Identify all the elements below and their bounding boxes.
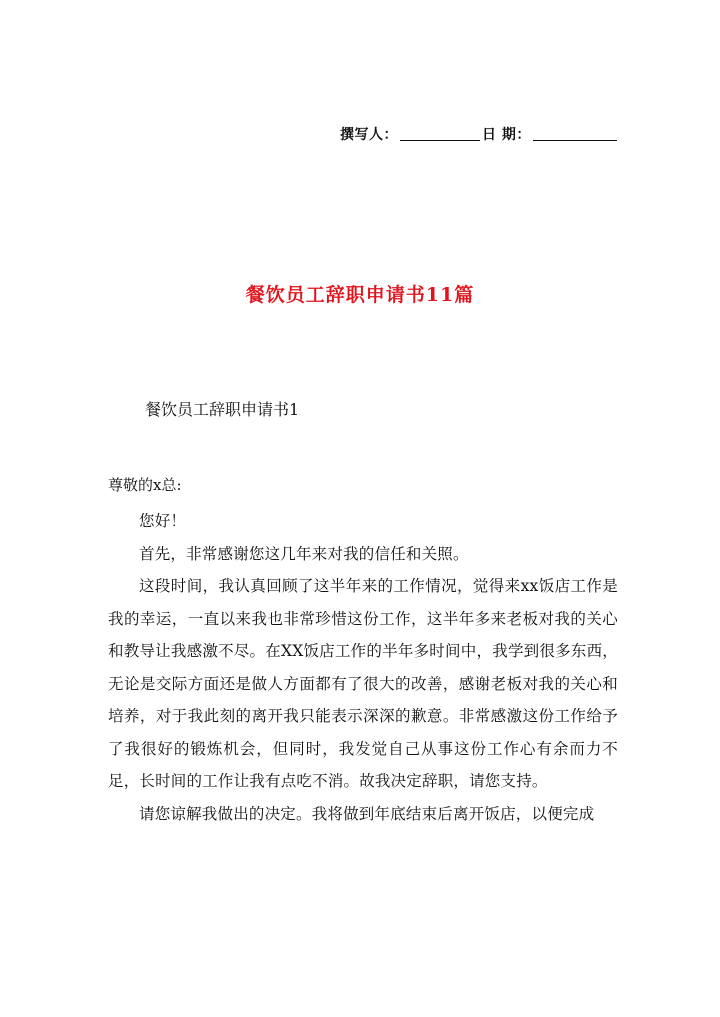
byline	[340, 124, 619, 144]
author-blank-line	[400, 126, 480, 141]
paragraph-main: 这段时间，我认真回顾了这半年来的工作情况，觉得来xx饭店工作是我的幸运，一直以来我也非常珍惜这份工作，这半年多来老板对我的关心和教导让我感激不尽。在XX饭店工作的半年多时间中，我学到很多东西，无论是交际方面还是做人方面都有了很大的改善，感谢老板对我的关心和培养，对于我此刻的离开我只能表示深深的歉意。非常感激这份工作给予了我很好的锻炼机会，但同时，我发觉自己从事这份工作心有余而力不足，长时间的工作让我有点吃不消。故我决定辞职，请您支持。	[108, 577, 618, 790]
paragraph-closing: 请您谅解我做出的决定。我将做到年底结束后离开饭店，以便完成	[139, 804, 595, 823]
letter-body	[108, 505, 618, 830]
paragraph-thanks: 首先，非常感谢您这几年来对我的信任和关照。	[139, 544, 469, 563]
document-title: 餐饮员工辞职申请书11篇	[245, 284, 475, 306]
salutation: 尊敬的x总:	[108, 476, 182, 494]
paragraph-greeting: 您好！	[139, 512, 187, 530]
date-blank-line	[533, 126, 617, 141]
author-label: 撰写人：	[340, 127, 398, 143]
document-subtitle: 餐饮员工辞职申请书1	[145, 400, 300, 419]
date-label: 日 期：	[482, 127, 531, 143]
